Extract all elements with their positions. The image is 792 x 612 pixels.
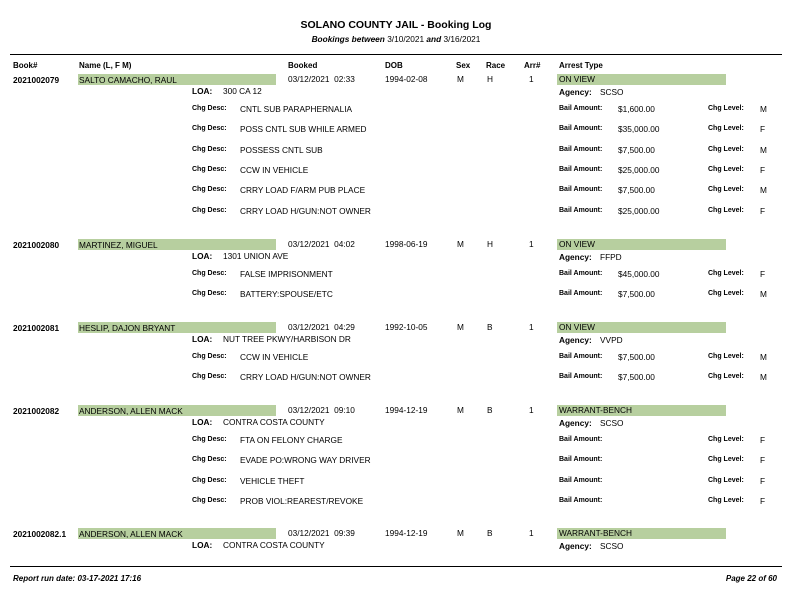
booking-number: 2021002081 xyxy=(13,323,60,333)
report-subtitle xyxy=(0,34,792,44)
loa-label: LOA: xyxy=(192,251,213,261)
date-of-birth: 1998-06-19 xyxy=(385,239,428,249)
end-date: 3/16/2021 xyxy=(443,34,481,44)
charge-description: EVADE PO:WRONG WAY DRIVER xyxy=(240,455,371,465)
agency-label: Agency: xyxy=(559,335,592,345)
charge-level: F xyxy=(760,455,766,465)
bail-amount: $7,500.00 xyxy=(618,372,655,382)
agency-label: Agency: xyxy=(559,252,592,262)
chg-level-label: Chg Level: xyxy=(708,456,744,463)
col-header-arr: Arr# xyxy=(524,61,541,70)
and-word: and xyxy=(426,34,442,44)
report-run-date: Report run date: 03-17-2021 17:16 xyxy=(13,574,142,583)
booked-datetime: 03/12/2021 09:10 xyxy=(288,405,355,415)
sex-value: M xyxy=(457,239,464,249)
chg-level-label: Chg Level: xyxy=(708,166,744,173)
charge-level: F xyxy=(760,124,766,134)
charge-level: F xyxy=(760,269,766,279)
bail-amount-label: Bail Amount: xyxy=(559,166,603,173)
chg-level-label: Chg Level: xyxy=(708,373,744,380)
booking-number: 2021002082 xyxy=(13,406,60,416)
booked-datetime: 03/12/2021 02:33 xyxy=(288,74,355,84)
arrest-count: 1 xyxy=(529,528,534,538)
page-number: Page 22 of 60 xyxy=(725,574,777,583)
col-header-sex: Sex xyxy=(456,61,471,70)
chg-desc-label: Chg Desc: xyxy=(192,290,227,297)
chg-desc-label: Chg Desc: xyxy=(192,125,227,132)
bail-amount-label: Bail Amount: xyxy=(559,477,603,484)
chg-desc-label: Chg Desc: xyxy=(192,105,227,112)
col-header-booked: Booked xyxy=(288,61,318,70)
race-value: B xyxy=(487,322,493,332)
arrest-type: ON VIEW xyxy=(559,74,595,84)
report-title: SOLANO COUNTY JAIL - Booking Log xyxy=(300,19,492,31)
bail-amount: $7,500.00 xyxy=(618,185,655,195)
chg-level-label: Chg Level: xyxy=(708,497,744,504)
bail-amount-label: Bail Amount: xyxy=(559,456,603,463)
chg-desc-label: Chg Desc: xyxy=(192,207,227,214)
chg-level-label: Chg Level: xyxy=(708,290,744,297)
arrest-count: 1 xyxy=(529,405,534,415)
charge-description: CRRY LOAD H/GUN:NOT OWNER xyxy=(240,372,371,382)
loa-value: CONTRA COSTA COUNTY xyxy=(223,417,325,427)
booked-datetime: 03/12/2021 04:02 xyxy=(288,239,355,249)
bail-amount: $35,000.00 xyxy=(618,124,660,134)
booked-datetime: 03/12/2021 09:39 xyxy=(288,528,355,538)
charge-level: F xyxy=(760,476,766,486)
chg-desc-label: Chg Desc: xyxy=(192,186,227,193)
inmate-name: ANDERSON, ALLEN MACK xyxy=(79,529,183,539)
charge-level: M xyxy=(760,185,767,195)
start-date: 3/10/2021 xyxy=(387,34,425,44)
bail-amount: $1,600.00 xyxy=(618,104,655,114)
chg-level-label: Chg Level: xyxy=(708,125,744,132)
charge-level: F xyxy=(760,496,766,506)
chg-level-label: Chg Level: xyxy=(708,146,744,153)
date-of-birth: 1994-12-19 xyxy=(385,405,428,415)
arrest-type: ON VIEW xyxy=(559,239,595,249)
chg-desc-label: Chg Desc: xyxy=(192,436,227,443)
bail-amount-label: Bail Amount: xyxy=(559,497,603,504)
agency-label: Agency: xyxy=(559,87,592,97)
loa-label: LOA: xyxy=(192,86,213,96)
booking-number: 2021002079 xyxy=(13,75,60,85)
subtitle-prefix: Bookings between xyxy=(311,34,385,44)
race-value: B xyxy=(487,528,493,538)
charge-level: F xyxy=(760,206,766,216)
inmate-name: HESLIP, DAJON BRYANT xyxy=(79,323,176,333)
chg-desc-label: Chg Desc: xyxy=(192,456,227,463)
chg-desc-label: Chg Desc: xyxy=(192,353,227,360)
agency-value: SCSO xyxy=(600,541,624,551)
loa-label: LOA: xyxy=(192,334,213,344)
date-of-birth: 1994-12-19 xyxy=(385,528,428,538)
chg-desc-label: Chg Desc: xyxy=(192,497,227,504)
chg-level-label: Chg Level: xyxy=(708,270,744,277)
loa-label: LOA: xyxy=(192,540,213,550)
chg-level-label: Chg Level: xyxy=(708,436,744,443)
header-top-rule xyxy=(10,54,782,55)
agency-value: VVPD xyxy=(600,335,623,345)
col-header-book: Book# xyxy=(13,61,38,70)
race-value: H xyxy=(487,239,493,249)
bail-amount: $7,500.00 xyxy=(618,145,655,155)
chg-desc-label: Chg Desc: xyxy=(192,477,227,484)
loa-value: 300 CA 12 xyxy=(223,86,262,96)
bail-amount-label: Bail Amount: xyxy=(559,270,603,277)
charge-description: CCW IN VEHICLE xyxy=(240,352,309,362)
inmate-name: SALTO CAMACHO, RAUL xyxy=(79,75,177,85)
arrest-count: 1 xyxy=(529,74,534,84)
charge-description: CCW IN VEHICLE xyxy=(240,165,309,175)
arrest-count: 1 xyxy=(529,239,534,249)
charge-description: FTA ON FELONY CHARGE xyxy=(240,435,343,445)
sex-value: M xyxy=(457,405,464,415)
race-value: B xyxy=(487,405,493,415)
loa-label: LOA: xyxy=(192,417,213,427)
charge-description: BATTERY:SPOUSE/ETC xyxy=(240,289,333,299)
booking-number: 2021002080 xyxy=(13,240,60,250)
loa-value: CONTRA COSTA COUNTY xyxy=(223,540,325,550)
bail-amount-label: Bail Amount: xyxy=(559,290,603,297)
charge-description: POSSESS CNTL SUB xyxy=(240,145,323,155)
chg-level-label: Chg Level: xyxy=(708,353,744,360)
arrest-type: ON VIEW xyxy=(559,322,595,332)
agency-value: SCSO xyxy=(600,87,624,97)
bail-amount: $25,000.00 xyxy=(618,206,660,216)
charge-description: CRRY LOAD F/ARM PUB PLACE xyxy=(240,185,366,195)
booked-datetime: 03/12/2021 04:29 xyxy=(288,322,355,332)
booking-number: 2021002082.1 xyxy=(13,529,67,539)
col-header-arrest-type: Arrest Type xyxy=(559,61,603,70)
charge-level: F xyxy=(760,165,766,175)
bail-amount-label: Bail Amount: xyxy=(559,125,603,132)
date-of-birth: 1994-02-08 xyxy=(385,74,428,84)
chg-desc-label: Chg Desc: xyxy=(192,270,227,277)
date-of-birth: 1992-10-05 xyxy=(385,322,428,332)
sex-value: M xyxy=(457,528,464,538)
inmate-name: ANDERSON, ALLEN MACK xyxy=(79,406,183,416)
charge-description: VEHICLE THEFT xyxy=(240,476,305,486)
bail-amount-label: Bail Amount: xyxy=(559,146,603,153)
bail-amount-label: Bail Amount: xyxy=(559,186,603,193)
bail-amount: $7,500.00 xyxy=(618,289,655,299)
bail-amount-label: Bail Amount: xyxy=(559,436,603,443)
chg-desc-label: Chg Desc: xyxy=(192,373,227,380)
charge-description: FALSE IMPRISONMENT xyxy=(240,269,333,279)
sex-value: M xyxy=(457,322,464,332)
chg-level-label: Chg Level: xyxy=(708,207,744,214)
loa-value: 1301 UNION AVE xyxy=(223,251,289,261)
footer-rule xyxy=(10,566,782,567)
agency-label: Agency: xyxy=(559,418,592,428)
arrest-type: WARRANT-BENCH xyxy=(559,528,632,538)
agency-value: SCSO xyxy=(600,418,624,428)
charge-description: CNTL SUB PARAPHERNALIA xyxy=(240,104,353,114)
col-header-name: Name (L, F M) xyxy=(79,61,132,70)
charge-level: F xyxy=(760,435,766,445)
chg-level-label: Chg Level: xyxy=(708,186,744,193)
col-header-dob: DOB xyxy=(385,61,403,70)
chg-level-label: Chg Level: xyxy=(708,105,744,112)
sex-value: M xyxy=(457,74,464,84)
inmate-name: MARTINEZ, MIGUEL xyxy=(79,240,158,250)
arrest-type: WARRANT-BENCH xyxy=(559,405,632,415)
arrest-count: 1 xyxy=(529,322,534,332)
charge-description: CRRY LOAD H/GUN:NOT OWNER xyxy=(240,206,371,216)
charge-description: PROB VIOL:REAREST/REVOKE xyxy=(240,496,364,506)
agency-value: FFPD xyxy=(600,252,622,262)
bail-amount-label: Bail Amount: xyxy=(559,353,603,360)
bail-amount: $25,000.00 xyxy=(618,165,660,175)
bail-amount: $7,500.00 xyxy=(618,352,655,362)
bail-amount-label: Bail Amount: xyxy=(559,105,603,112)
bail-amount: $45,000.00 xyxy=(618,269,660,279)
bail-amount-label: Bail Amount: xyxy=(559,207,603,214)
loa-value: NUT TREE PKWY/HARBISON DR xyxy=(223,334,351,344)
col-header-race: Race xyxy=(486,61,506,70)
bail-amount-label: Bail Amount: xyxy=(559,373,603,380)
chg-desc-label: Chg Desc: xyxy=(192,146,227,153)
chg-level-label: Chg Level: xyxy=(708,477,744,484)
chg-desc-label: Chg Desc: xyxy=(192,166,227,173)
race-value: H xyxy=(487,74,493,84)
charge-level: M xyxy=(760,104,767,114)
agency-label: Agency: xyxy=(559,541,592,551)
charge-level: M xyxy=(760,372,767,382)
charge-level: M xyxy=(760,145,767,155)
charge-level: M xyxy=(760,352,767,362)
charge-level: M xyxy=(760,289,767,299)
charge-description: POSS CNTL SUB WHILE ARMED xyxy=(240,124,367,134)
